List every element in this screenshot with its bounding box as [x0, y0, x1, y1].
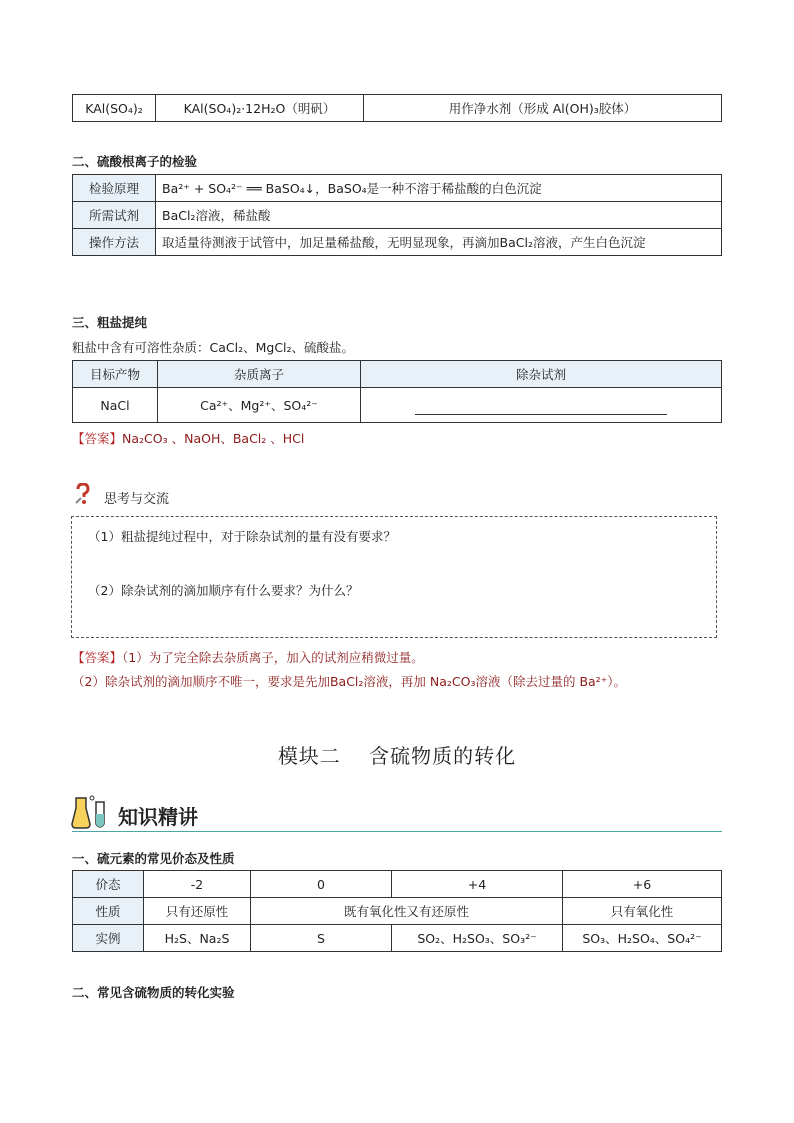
sulfur-valence-table [72, 870, 722, 952]
question-mark-icon [74, 483, 92, 505]
header-cell: 杂质离子 [158, 361, 361, 388]
alum-table [72, 94, 722, 122]
cell: 只有氧化性 [563, 898, 722, 925]
module-title: 模块二 含硫物质的转化 [277, 744, 517, 768]
flask-icon [70, 794, 110, 830]
alum-cell-use: 用作净水剂（形成 Al(OH)₃胶体） [364, 95, 722, 122]
think-question-2: （2）除杂试剂的滴加顺序有什么要求？为什么？ [88, 583, 359, 598]
row-label: 操作方法 [73, 229, 156, 256]
salt-purification-table [72, 360, 722, 423]
cell: +6 [563, 871, 722, 898]
sulfate-test-table [72, 174, 722, 256]
cell: 只有还原性 [144, 898, 251, 925]
think-question-1: （1）粗盐提纯过程中，对于除杂试剂的量有没有要求？ [88, 529, 396, 544]
header-cell: 除杂试剂 [361, 361, 722, 388]
sulfur-valence-title: 一、硫元素的常见价态及性质 [72, 851, 235, 866]
cell-impurity: Ca²⁺、Mg²⁺、SO₄²⁻ [158, 388, 361, 423]
cell-reagent-blank [361, 388, 722, 423]
cell: S [251, 925, 392, 952]
cell: 既有氧化性又有还原性 [251, 898, 563, 925]
answer-blank-line [415, 406, 667, 415]
section3-answer [72, 429, 304, 447]
cell: SO₂、H₂SO₃、SO₃²⁻ [392, 925, 563, 952]
cell: SO₃、H₂SO₄、SO₄²⁻ [563, 925, 722, 952]
section3-title: 三、粗盐提纯 [72, 315, 148, 330]
answer-text: （1）为了完全除去杂质离子，加入的试剂应稍微过量。 [122, 650, 424, 665]
cell: H₂S、Na₂S [144, 925, 251, 952]
conversion-experiment-title: 二、常见含硫物质的转化实验 [72, 985, 235, 1000]
row-label: 所需试剂 [73, 202, 156, 229]
think-title: 思考与交流 [104, 492, 170, 507]
cell: 性质 [73, 898, 144, 925]
answer-tag: 【答案】 [72, 650, 123, 665]
alum-cell-hydrate: KAl(SO₄)₂·12H₂O（明矾） [156, 95, 364, 122]
think-answer-2: （2）除杂试剂的滴加顺序不唯一，要求是先加BaCl₂溶液，再加 Na₂CO₃溶液（除去过量的 Ba²⁺）。 [72, 674, 627, 689]
header-cell: 目标产物 [73, 361, 158, 388]
row-value: 取适量待测液于试管中，加足量稀盐酸，无明显现象，再滴加BaCl₂溶液，产生白色沉淀 [156, 229, 722, 256]
cell: 价态 [73, 871, 144, 898]
cell: 0 [251, 871, 392, 898]
answer-text: Na₂CO₃ 、NaOH、BaCl₂ 、HCl [122, 431, 305, 446]
think-box [71, 516, 717, 638]
knowledge-title: 知识精讲 [118, 805, 198, 829]
cell-product: NaCl [73, 388, 158, 423]
knowledge-divider [72, 831, 722, 832]
row-value: BaCl₂溶液，稀盐酸 [156, 202, 722, 229]
section3-intro: 粗盐中含有可溶性杂质：CaCl₂、MgCl₂、硫酸盐。 [72, 340, 355, 355]
row-label: 检验原理 [73, 175, 156, 202]
row-value: Ba²⁺ + SO₄²⁻ ══ BaSO₄↓，BaSO₄是一种不溶于稀盐酸的白色沉淀 [156, 175, 722, 202]
alum-cell-formula: KAl(SO₄)₂ [73, 95, 156, 122]
cell: -2 [144, 871, 251, 898]
cell: 实例 [73, 925, 144, 952]
answer-tag: 【答案】 [72, 431, 123, 446]
section2-title: 二、硫酸根离子的检验 [72, 154, 198, 169]
think-answer-1 [72, 648, 424, 666]
cell: +4 [392, 871, 563, 898]
